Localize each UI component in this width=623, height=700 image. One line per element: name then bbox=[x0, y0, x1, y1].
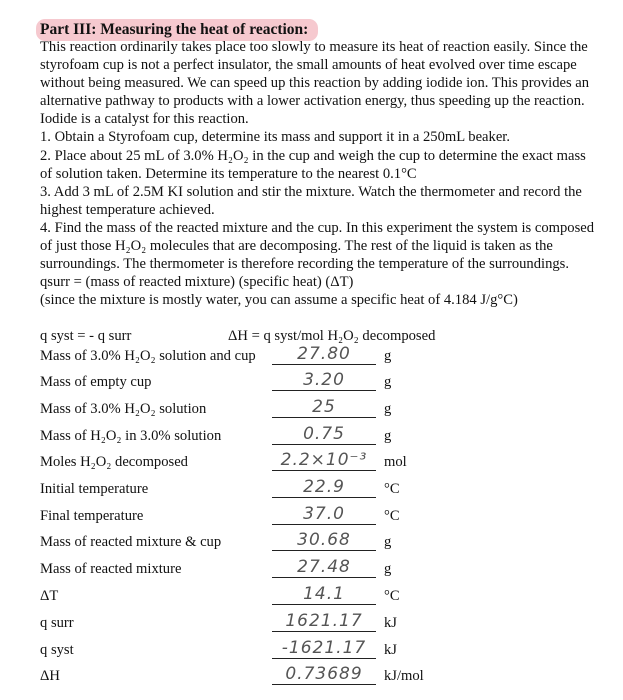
row-label: Mass of H₂O₂ in 3.0% solution bbox=[40, 428, 222, 444]
row-label: q surr bbox=[40, 615, 74, 631]
table-row bbox=[40, 609, 600, 635]
specific-heat-note: (since the mixture is mostly water, you can assume a specific heat of 4.184 J/g°C) bbox=[40, 292, 518, 309]
handwritten-answer[interactable]: 22.9 bbox=[303, 477, 345, 497]
row-unit: g bbox=[384, 561, 392, 577]
step-2: 2. Place about 25 mL of 3.0% H₂O₂ in the cup and weigh the cup to determine the exact mass of solution taken. Determine its temperature to the nearest 0.1°C bbox=[40, 147, 586, 182]
equation-right: ΔH = q syst/mol H₂O₂ decomposed bbox=[228, 328, 436, 344]
handwritten-answer[interactable]: 37.0 bbox=[303, 504, 345, 524]
row-unit: kJ bbox=[384, 615, 397, 631]
handwritten-answer[interactable]: -1621.17 bbox=[281, 638, 367, 658]
handwritten-answer[interactable]: 27.48 bbox=[297, 557, 351, 577]
step-1: 1. Obtain a Styrofoam cup, determine its mass and support it in a 250mL beaker. bbox=[40, 129, 511, 146]
step-3: 3. Add 3 mL of 2.5M KI solution and stir the mixture. Watch the thermometer and record the highest temperature achieved. bbox=[40, 183, 582, 218]
row-unit: g bbox=[384, 374, 392, 390]
answer-line bbox=[272, 524, 376, 525]
row-label: Mass of empty cup bbox=[40, 374, 152, 390]
row-unit: °C bbox=[384, 481, 400, 497]
answer-line bbox=[272, 470, 376, 471]
row-label: Final temperature bbox=[40, 508, 144, 524]
row-unit: g bbox=[384, 348, 392, 364]
row-label: Initial temperature bbox=[40, 481, 149, 497]
row-label: Moles H₂O₂ decomposed bbox=[40, 454, 188, 470]
answer-line bbox=[272, 444, 376, 445]
table-row bbox=[40, 368, 600, 394]
table-row bbox=[40, 555, 600, 581]
handwritten-answer[interactable]: 2.2×10⁻³ bbox=[280, 450, 368, 470]
row-unit: g bbox=[384, 534, 392, 550]
row-label: ΔH bbox=[40, 668, 60, 684]
intro-paragraph: This reaction ordinarily takes place too slowly to measure its heat of reaction easily. Since the styrofoam cup is not a perfect insulator, the small amounts of heat evolved over time escape without being measured. We can speed up this reaction by adding iodide ion. This provides an alternative pathway to products with a lower activation energy, thus speeding up the reaction. Iodide is a catalyst for this reaction. bbox=[40, 39, 590, 128]
row-label: Mass of reacted mixture bbox=[40, 561, 182, 577]
answer-line bbox=[272, 550, 376, 551]
row-unit: g bbox=[384, 401, 392, 417]
qsurr-formula: qsurr = (mass of reacted mixture) (specific heat) (ΔT) bbox=[40, 274, 354, 291]
table-row bbox=[40, 395, 600, 421]
handwritten-answer[interactable]: 3.20 bbox=[303, 370, 345, 390]
row-unit: °C bbox=[384, 508, 400, 524]
handwritten-answer[interactable]: 0.75 bbox=[303, 424, 345, 444]
table-row bbox=[40, 662, 600, 688]
row-label: Mass of 3.0% H₂O₂ solution and cup bbox=[40, 348, 256, 364]
handwritten-answer[interactable]: 1621.17 bbox=[285, 611, 363, 631]
row-label: Mass of reacted mixture & cup bbox=[40, 534, 222, 550]
row-unit: kJ bbox=[384, 642, 397, 658]
answer-line bbox=[272, 364, 376, 365]
answer-line bbox=[272, 417, 376, 418]
step-4: 4. Find the mass of the reacted mixture and the cup. In this experiment the system is composed of just those H₂O₂ molecules that are decomposing. The rest of the liquid is taken as the surroundings. The thermometer is therefore recording the temperature of the surroundings. bbox=[40, 219, 595, 273]
row-unit: kJ/mol bbox=[384, 668, 424, 684]
section-title: Part III: Measuring the heat of reaction: bbox=[40, 21, 309, 38]
answer-line bbox=[272, 604, 376, 605]
answer-line bbox=[272, 684, 376, 685]
table-row bbox=[40, 636, 600, 662]
handwritten-answer[interactable]: 30.68 bbox=[297, 530, 351, 550]
table-row bbox=[40, 422, 600, 448]
table-row bbox=[40, 342, 600, 368]
handwritten-answer[interactable]: 25 bbox=[312, 397, 336, 417]
answer-line bbox=[272, 390, 376, 391]
row-label: ΔT bbox=[40, 588, 59, 604]
handwritten-answer[interactable]: 14.1 bbox=[303, 584, 345, 604]
answer-line bbox=[272, 577, 376, 578]
row-unit: mol bbox=[384, 454, 407, 470]
handwritten-answer[interactable]: 27.80 bbox=[297, 344, 351, 364]
row-unit: g bbox=[384, 428, 392, 444]
answer-line bbox=[272, 497, 376, 498]
table-row bbox=[40, 528, 600, 554]
answer-line bbox=[272, 631, 376, 632]
table-row bbox=[40, 502, 600, 528]
row-label: q syst bbox=[40, 642, 74, 658]
equation-left: q syst = - q surr bbox=[40, 328, 132, 344]
answer-line bbox=[272, 658, 376, 659]
table-row bbox=[40, 448, 600, 474]
row-unit: °C bbox=[384, 588, 400, 604]
table-row bbox=[40, 475, 600, 501]
table-row bbox=[40, 582, 600, 608]
instructions bbox=[40, 38, 600, 309]
row-label: Mass of 3.0% H₂O₂ solution bbox=[40, 401, 207, 417]
handwritten-answer[interactable]: 0.73689 bbox=[285, 664, 363, 684]
